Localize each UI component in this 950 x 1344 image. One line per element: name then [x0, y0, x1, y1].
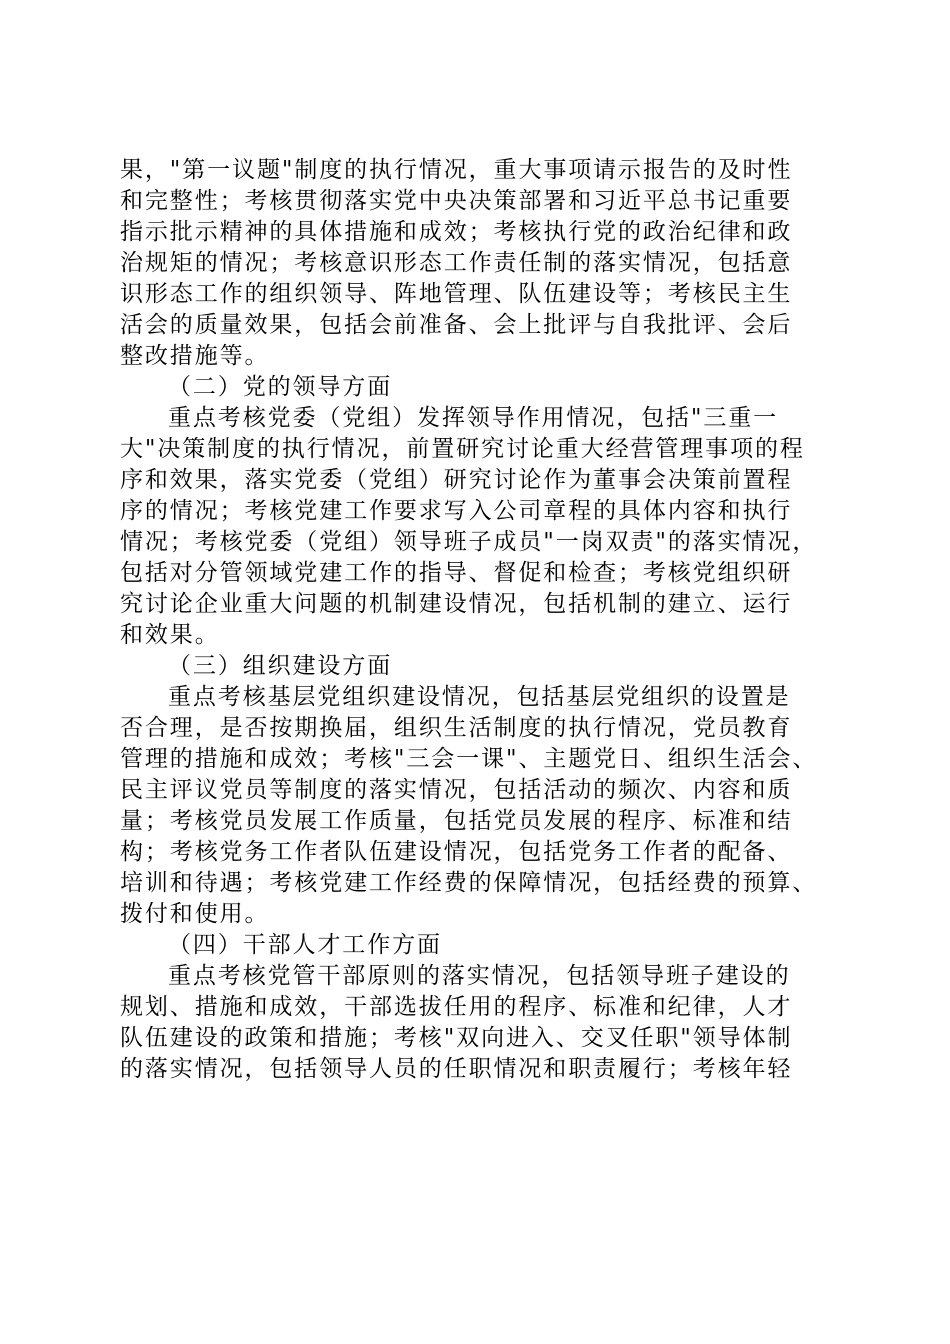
paragraph-first-line: 重点考核基层党组织建设情况，包括基层党组织的设置是: [168, 684, 791, 710]
text-line: 序和效果，落实党委（党组）研究讨论作为董事会决策前置程: [120, 467, 793, 493]
text-line: 量；考核党员发展工作质量，包括党员发展的程序、标准和结: [120, 808, 793, 834]
text-line: 序的情况；考核党建工作要求写入公司章程的具体内容和执行: [120, 498, 793, 524]
document-page: [120, 155, 830, 1085]
text-line: 果，"第一议题"制度的执行情况，重大事项请示报告的及时性: [120, 157, 793, 183]
text-line: 规划、措施和成效，干部选拔任用的程序、标准和纪律，人才: [120, 994, 793, 1020]
text-line: 否合理，是否按期换届，组织生活制度的执行情况，党员教育: [120, 715, 793, 741]
text-line: 的落实情况，包括领导人员的任职情况和职责履行；考核年轻: [120, 1056, 793, 1082]
text-line: 培训和待遇；考核党建工作经费的保障情况，包括经费的预算、: [120, 870, 818, 896]
text-line: 构；考核党务工作者队伍建设情况，包括党务工作者的配备、: [120, 839, 793, 865]
section-heading-4: （四）干部人才工作方面: [168, 932, 442, 958]
text-line: 和效果。: [120, 622, 220, 648]
text-line: 指示批示精神的具体措施和成效；考核执行党的政治纪律和政: [120, 219, 793, 245]
text-line: 治规矩的情况；考核意识形态工作责任制的落实情况，包括意: [120, 250, 793, 276]
text-line: 民主评议党员等制度的落实情况，包括活动的频次、内容和质: [120, 777, 793, 803]
paragraph-first-line: 重点考核党管干部原则的落实情况，包括领导班子建设的: [168, 963, 791, 989]
text-line: 大"决策制度的执行情况，前置研究讨论重大经营管理事项的程: [120, 436, 805, 462]
text-line: 活会的质量效果，包括会前准备、会上批评与自我批评、会后: [120, 312, 793, 338]
text-line: 整改措施等。: [120, 343, 270, 369]
text-line: 情况；考核党委（党组）领导班子成员"一岗双责"的落实情况，: [120, 529, 818, 555]
paragraph-first-line: 重点考核党委（党组）发挥领导作用情况，包括"三重一: [168, 405, 779, 431]
text-line: 和完整性；考核贯彻落实党中央决策部署和习近平总书记重要: [120, 188, 793, 214]
section-heading-3: （三）组织建设方面: [168, 653, 393, 679]
text-line: 识形态工作的组织领导、阵地管理、队伍建设等；考核民主生: [120, 281, 793, 307]
text-line: 管理的措施和成效；考核"三会一课"、主题党日、组织生活会、: [120, 746, 818, 772]
text-line: 队伍建设的政策和措施；考核"双向进入、交叉任职"领导体制: [120, 1025, 793, 1051]
text-line: 拨付和使用。: [120, 901, 270, 927]
text-line: 包括对分管领域党建工作的指导、督促和检查；考核党组织研: [120, 560, 793, 586]
text-line: 究讨论企业重大问题的机制建设情况，包括机制的建立、运行: [120, 591, 793, 617]
section-heading-2: （二）党的领导方面: [168, 374, 393, 400]
